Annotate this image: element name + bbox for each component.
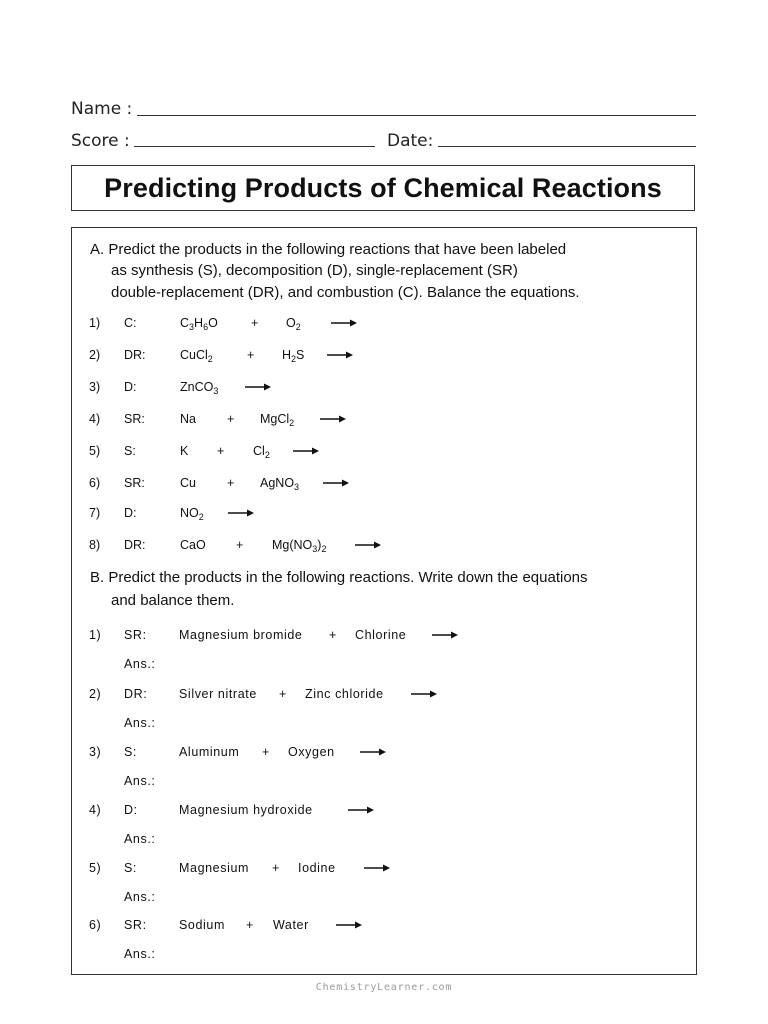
score-label: Score : bbox=[71, 131, 130, 151]
plus-sign: + bbox=[227, 412, 235, 426]
reaction-type: D: bbox=[124, 506, 137, 520]
reactant: $Cl_2$ bbox=[253, 444, 270, 460]
date-field-line[interactable] bbox=[438, 146, 696, 147]
section-a-item bbox=[0, 348, 768, 368]
plus-sign: + bbox=[247, 348, 255, 362]
worksheet-title: Predicting Products of Chemical Reactions bbox=[104, 172, 662, 203]
item-number: 3) bbox=[89, 380, 101, 394]
right-arrow-icon bbox=[331, 319, 357, 327]
right-arrow-icon bbox=[355, 541, 381, 549]
right-arrow-icon bbox=[320, 415, 346, 423]
section-a-instruction-line-2: as synthesis (S), decomposition (D), single-replacement (SR) bbox=[111, 262, 518, 279]
item-number: 5) bbox=[89, 861, 102, 875]
date-label: Date: bbox=[387, 131, 434, 151]
reaction-type: DR: bbox=[124, 687, 148, 701]
section-a-instruction-line-1: A. Predict the products in the following reactions that have been labeled bbox=[90, 241, 567, 258]
item-number: 7) bbox=[89, 506, 101, 520]
name-field-line[interactable] bbox=[137, 115, 696, 116]
section-b-item bbox=[0, 918, 768, 938]
item-number: 6) bbox=[89, 918, 102, 932]
reactant: Na bbox=[180, 412, 196, 426]
right-arrow-icon bbox=[348, 806, 374, 814]
item-number: 4) bbox=[89, 803, 102, 817]
section-a-item bbox=[0, 444, 768, 464]
section-a-item bbox=[0, 506, 768, 526]
reactant: CuCl$_2$ bbox=[180, 348, 213, 364]
reactant: CaO bbox=[180, 538, 206, 552]
item-number: 8) bbox=[89, 538, 101, 552]
right-arrow-icon bbox=[364, 864, 390, 872]
right-arrow-icon bbox=[293, 447, 319, 455]
section-a-instruction-line-3: double-replacement (DR), and combustion (C). Balance the equations. bbox=[111, 284, 580, 301]
section-a-item bbox=[0, 538, 768, 558]
reactant: $NO_2$ bbox=[180, 506, 204, 522]
reaction-type: C: bbox=[124, 316, 137, 330]
plus-sign: + bbox=[236, 538, 244, 552]
section-a-item bbox=[0, 476, 768, 496]
section-a-item bbox=[0, 316, 768, 336]
reaction-type: SR: bbox=[124, 918, 147, 932]
reaction-type: D: bbox=[124, 803, 138, 817]
answer-label[interactable]: Ans.: bbox=[124, 832, 156, 846]
right-arrow-icon bbox=[336, 921, 362, 929]
reactant: Sodium bbox=[179, 918, 225, 932]
reactant: Chlorine bbox=[355, 628, 407, 642]
reactant: K bbox=[180, 444, 189, 458]
plus-sign: + bbox=[329, 628, 337, 642]
right-arrow-icon bbox=[432, 631, 458, 639]
item-number: 1) bbox=[89, 316, 101, 330]
name-label: Name : bbox=[71, 99, 133, 119]
section-b-instruction-line-1: B. Predict the products in the following reactions. Write down the equations bbox=[90, 569, 588, 586]
plus-sign: + bbox=[246, 918, 254, 932]
item-number: 3) bbox=[89, 745, 102, 759]
plus-sign: + bbox=[227, 476, 235, 490]
item-number: 5) bbox=[89, 444, 101, 458]
reactant: Iodine bbox=[298, 861, 336, 875]
section-b-item bbox=[0, 687, 768, 707]
reactant: Silver nitrate bbox=[179, 687, 257, 701]
reaction-type: SR: bbox=[124, 628, 147, 642]
title-box bbox=[71, 165, 695, 211]
reactant: AgNO$_3$ bbox=[260, 476, 300, 492]
section-b-item bbox=[0, 628, 768, 648]
section-b-item bbox=[0, 803, 768, 823]
reactant: Zinc chloride bbox=[305, 687, 384, 701]
reaction-type: DR: bbox=[124, 348, 146, 362]
item-number: 1) bbox=[89, 628, 102, 642]
section-a-item bbox=[0, 380, 768, 400]
reactant: $Mg(NO_3)_2$ bbox=[272, 538, 327, 554]
reaction-type: S: bbox=[124, 444, 136, 458]
score-field-line[interactable] bbox=[134, 146, 375, 147]
reaction-type: SR: bbox=[124, 476, 145, 490]
right-arrow-icon bbox=[360, 748, 386, 756]
reaction-type: S: bbox=[124, 861, 138, 875]
answer-label[interactable]: Ans.: bbox=[124, 890, 156, 904]
right-arrow-icon bbox=[323, 479, 349, 487]
answer-label[interactable]: Ans.: bbox=[124, 657, 156, 671]
section-b-instruction-line-2: and balance them. bbox=[111, 592, 235, 609]
right-arrow-icon bbox=[245, 383, 271, 391]
plus-sign: + bbox=[262, 745, 270, 759]
reactant: Magnesium hydroxide bbox=[179, 803, 313, 817]
reactant: Oxygen bbox=[288, 745, 335, 759]
reactant: $C_3H_6O$ bbox=[180, 316, 218, 332]
plus-sign: + bbox=[272, 861, 280, 875]
footer-credit: ChemistryLearner.com bbox=[315, 982, 453, 993]
right-arrow-icon bbox=[327, 351, 353, 359]
plus-sign: + bbox=[279, 687, 287, 701]
plus-sign: + bbox=[217, 444, 225, 458]
reactant: Water bbox=[273, 918, 309, 932]
reaction-type: D: bbox=[124, 380, 137, 394]
plus-sign: + bbox=[251, 316, 259, 330]
section-b-item bbox=[0, 745, 768, 765]
item-number: 6) bbox=[89, 476, 101, 490]
item-number: 4) bbox=[89, 412, 101, 426]
reactant: $H_2S$ bbox=[282, 348, 305, 364]
reactant: Magnesium bromide bbox=[179, 628, 303, 642]
item-number: 2) bbox=[89, 687, 102, 701]
section-b-item bbox=[0, 861, 768, 881]
reaction-type: DR: bbox=[124, 538, 146, 552]
reactant: MgCl$_2$ bbox=[260, 412, 295, 428]
item-number: 2) bbox=[89, 348, 101, 362]
reaction-type: SR: bbox=[124, 412, 145, 426]
reactant: Cu bbox=[180, 476, 196, 490]
reactant: $O_2$ bbox=[286, 316, 301, 332]
reactant: Aluminum bbox=[179, 745, 240, 759]
answer-label[interactable]: Ans.: bbox=[124, 716, 156, 730]
reaction-type: S: bbox=[124, 745, 138, 759]
right-arrow-icon bbox=[228, 509, 254, 517]
reactant: Magnesium bbox=[179, 861, 250, 875]
answer-label[interactable]: Ans.: bbox=[124, 774, 156, 788]
section-a-item bbox=[0, 412, 768, 432]
reactant: ZnCO$_3$ bbox=[180, 380, 219, 396]
right-arrow-icon bbox=[411, 690, 437, 698]
answer-label[interactable]: Ans.: bbox=[124, 947, 156, 961]
